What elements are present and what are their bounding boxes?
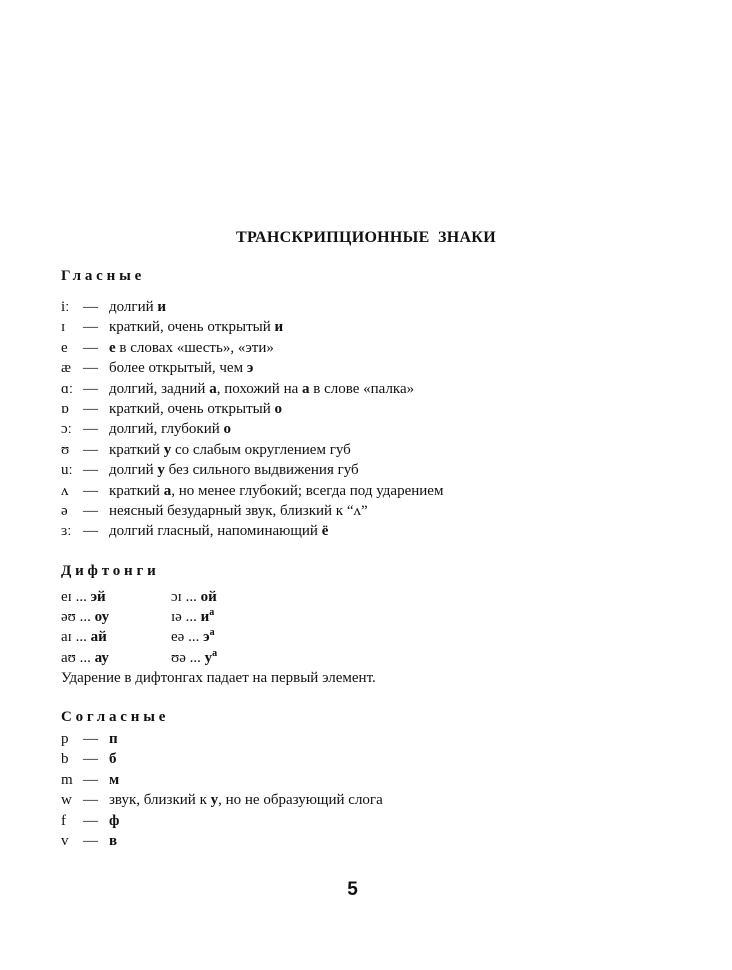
- dash: —: [83, 792, 98, 809]
- dash: —: [83, 503, 98, 519]
- description-part: краткий, очень открытый: [109, 319, 275, 336]
- description: [109, 317, 283, 337]
- description-part: у: [210, 792, 219, 809]
- description-part: краткий: [109, 441, 164, 458]
- diphthong-left: [61, 648, 109, 668]
- diphthong-symbol: ɪə ...: [171, 609, 201, 626]
- diphthong-russian: ой: [200, 589, 217, 605]
- diphthong-russian: ай: [90, 629, 107, 646]
- dash: —: [83, 833, 98, 849]
- description-part: а: [209, 380, 217, 397]
- dash: —: [83, 319, 98, 336]
- page-title: ТРАНСКРИПЦИОННЫЕ ЗНАКИ: [236, 229, 496, 246]
- dash: —: [83, 771, 98, 788]
- description-part: м: [109, 771, 120, 788]
- diphthong-symbol: ʊə ...: [171, 649, 205, 666]
- diphthongs-note: Ударение в дифтонгах падает на первый элемент.: [61, 670, 376, 686]
- description: [109, 460, 359, 480]
- diphthong-left: [61, 607, 109, 627]
- ipa-symbol: ɒ: [61, 401, 69, 417]
- diphthong-superscript: а: [212, 647, 218, 659]
- description-part: ф: [109, 812, 120, 829]
- ipa-symbol: ʌ: [61, 482, 69, 499]
- diphthong-left: [61, 587, 106, 607]
- ipa-symbol: ɪ: [61, 319, 66, 336]
- description: [109, 399, 282, 419]
- dash: —: [83, 462, 98, 479]
- dash: —: [83, 299, 98, 315]
- description: [109, 379, 414, 399]
- description-part: неясный безударный звук, близкий к “ʌ”: [109, 503, 368, 519]
- description-part: в словах «шесть», «эти»: [115, 339, 274, 356]
- ipa-symbol: ɔː: [61, 421, 72, 438]
- dash: —: [83, 401, 98, 417]
- description: [109, 419, 231, 439]
- description: [109, 770, 119, 790]
- diphthong-symbol: aʊ ...: [61, 649, 95, 666]
- description-part: долгий: [109, 299, 158, 315]
- description-part: и: [157, 299, 167, 315]
- description-part: долгий: [109, 462, 158, 479]
- description-part: краткий: [109, 482, 164, 499]
- description: [109, 358, 253, 378]
- ipa-symbol: m: [61, 771, 73, 788]
- description-part: п: [109, 731, 118, 747]
- ipa-symbol: æ: [61, 360, 72, 377]
- description-part: у: [157, 462, 165, 479]
- dash: —: [83, 812, 98, 829]
- description-part: , похожий на: [216, 380, 302, 397]
- description: [109, 297, 166, 317]
- description-part: в: [109, 833, 118, 849]
- description: [109, 481, 443, 501]
- ipa-symbol: ʊ: [61, 441, 70, 458]
- description-part: долгий, задний: [109, 380, 210, 397]
- consonants-heading: Согласные: [61, 709, 170, 725]
- vowels-heading: Гласные: [61, 268, 146, 284]
- description-part: б: [109, 751, 117, 768]
- description: [109, 521, 328, 541]
- description-part: а: [163, 482, 172, 499]
- diphthong-left: [61, 627, 107, 647]
- dash: —: [83, 339, 98, 356]
- description-part: без сильного выдвижения губ: [164, 462, 359, 479]
- ipa-symbol: v: [61, 833, 69, 849]
- description-part: а: [302, 380, 310, 397]
- description-part: о: [223, 421, 232, 438]
- ipa-symbol: ɜː: [61, 523, 72, 540]
- description: [109, 831, 117, 851]
- description-part: ё: [321, 523, 329, 540]
- description: [109, 501, 368, 521]
- dash: —: [83, 731, 98, 747]
- diphthong-russian: и: [200, 609, 210, 626]
- diphthong-symbol: eɪ ...: [61, 589, 91, 605]
- description-part: э: [246, 360, 254, 377]
- diphthong-russian: э: [203, 629, 210, 646]
- description: [109, 338, 274, 358]
- description-part: о: [274, 401, 283, 417]
- description: [109, 790, 383, 810]
- diphthongs-heading: Дифтонги: [61, 563, 160, 579]
- description-part: краткий, очень открытый: [109, 401, 275, 417]
- dash: —: [83, 482, 98, 499]
- description-part: более открытый, чем: [109, 360, 247, 377]
- dash: —: [83, 421, 98, 438]
- description: [109, 749, 117, 769]
- ipa-symbol: e: [61, 339, 68, 356]
- diphthong-russian: у: [204, 649, 213, 666]
- ipa-symbol: p: [61, 731, 69, 747]
- ipa-symbol: b: [61, 751, 69, 768]
- diphthong-right: [171, 607, 214, 629]
- ipa-symbol: ə: [61, 503, 68, 519]
- diphthong-symbol: aɪ ...: [61, 629, 91, 646]
- ipa-symbol: w: [61, 792, 72, 809]
- diphthong-superscript: а: [209, 627, 215, 639]
- description-part: , но менее глубокий; всегда под ударением: [171, 482, 444, 499]
- description-part: е: [109, 339, 116, 356]
- description: [109, 729, 118, 749]
- description-part: со слабым округлением губ: [171, 441, 351, 458]
- diphthong-right: [171, 627, 215, 649]
- diphthong-symbol: eə ...: [171, 629, 204, 646]
- diphthong-russian: эй: [90, 589, 106, 605]
- ipa-symbol: uː: [61, 462, 73, 479]
- ipa-symbol: iː: [61, 299, 70, 315]
- description-part: , но не образующий слога: [218, 792, 383, 809]
- dash: —: [83, 360, 98, 377]
- description-part: у: [163, 441, 172, 458]
- description-part: долгий, глубокий: [109, 421, 224, 438]
- diphthong-symbol: ɔɪ ...: [171, 589, 201, 605]
- dash: —: [83, 751, 98, 768]
- diphthong-right: [171, 648, 217, 670]
- dash: —: [83, 441, 98, 458]
- description-part: в слове «палка»: [309, 380, 415, 397]
- diphthong-russian: ау: [94, 649, 109, 666]
- ipa-symbol: f: [61, 812, 66, 829]
- diphthong-symbol: əʊ ...: [61, 609, 95, 626]
- diphthong-right: [171, 587, 217, 607]
- diphthong-russian: оу: [94, 609, 110, 626]
- description: [109, 811, 119, 831]
- dash: —: [83, 523, 98, 540]
- description-part: долгий гласный, напоминающий: [109, 523, 322, 540]
- description-part: звук, близкий к: [109, 792, 211, 809]
- dash: —: [83, 380, 98, 397]
- ipa-symbol: ɑː: [61, 380, 74, 397]
- description-part: и: [274, 319, 284, 336]
- diphthong-superscript: а: [209, 607, 215, 619]
- page-number: 5: [347, 879, 358, 900]
- description: [109, 440, 351, 460]
